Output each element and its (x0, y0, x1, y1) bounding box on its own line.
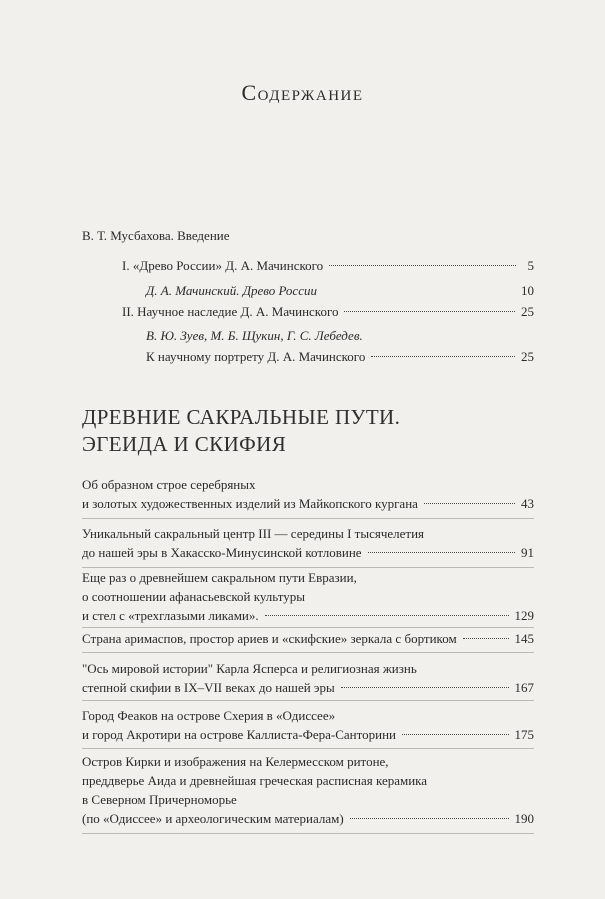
toc-entry[interactable] (146, 326, 534, 366)
toc-entry-page: 5 (527, 258, 534, 273)
toc-entry-page: 43 (521, 496, 534, 511)
dot-leader (368, 552, 515, 553)
toc-entry-title-line: Уникальный сакральный центр III — середины I тысячелетия (82, 526, 425, 541)
toc-entry-page: 129 (514, 608, 534, 623)
dot-leader (371, 356, 515, 357)
toc-entry-page: 190 (514, 811, 534, 826)
toc-entry[interactable] (82, 659, 534, 697)
toc-entry-authors: В. Ю. Зуев, М. Б. Щукин, Г. С. Лебедев. (146, 328, 363, 343)
toc-entry-title-line: Об образном строе серебряных (82, 477, 256, 492)
toc-entry[interactable] (146, 281, 534, 300)
dot-leader (463, 638, 509, 639)
dot-leader (350, 818, 509, 819)
toc-entry-title: К научному портрету Д. А. Мачинского (146, 349, 366, 364)
toc-entry[interactable] (122, 302, 534, 321)
toc-entry[interactable] (122, 256, 534, 275)
toc-entry-title: Д. А. Мачинский. Древо России (146, 283, 317, 298)
toc-entry[interactable] (82, 475, 534, 513)
toc-entry-title-line: преддверье Аида и древнейшая греческая расписная керамика (82, 773, 428, 788)
toc-entry-page: 10 (521, 283, 534, 298)
toc-entry-title-line: и город Акротири на острове Каллиста-Фера-Санторини (82, 727, 397, 742)
toc-entry-page: 25 (521, 304, 534, 319)
divider (82, 518, 534, 519)
toc-entry-title-line: и стел с «трехглазыми ликами». (82, 608, 259, 623)
divider (82, 627, 534, 628)
toc-entry-title-line: степной скифии в IX–VII веках до нашей эры (82, 680, 335, 695)
dot-leader (341, 687, 509, 688)
toc-entry-title-line: в Северном Причерноморье (82, 792, 237, 807)
divider (82, 833, 534, 834)
toc-entry-title-line: "Ось мировой истории" Карла Ясперса и религиозная жизнь (82, 661, 417, 676)
section-title-line: ЭГЕИДА И СКИФИЯ (82, 432, 287, 456)
toc-entry-title-line: (по «Одиссее» и археологическим материалам) (82, 811, 344, 826)
toc-entry[interactable] (82, 752, 534, 828)
toc-entry[interactable] (82, 568, 534, 625)
toc-entry-title-line: о соотношении афанасьевской культуры (82, 589, 305, 604)
toc-entry-page: 91 (521, 545, 534, 560)
dot-leader (265, 615, 509, 616)
toc-entry-title-line: Страна аримаспов, простор ариев и «скифские» зеркала с бортиком (82, 631, 457, 646)
page-title: Содержание (241, 80, 364, 105)
dot-leader (424, 503, 515, 504)
divider (82, 748, 534, 749)
toc-entry-title: II. Научное наследие Д. А. Мачинского (122, 304, 339, 319)
divider (82, 700, 534, 701)
toc-entry-title-line: Еще раз о древнейшем сакральном пути Евразии, (82, 570, 357, 585)
toc-entry[interactable] (82, 629, 534, 648)
toc-entry-title-line: Остров Кирки и изображения на Келермесском ритоне, (82, 754, 389, 769)
toc-entry-title-line: и золотых художественных изделий из Майкопского кургана (82, 496, 418, 511)
dot-leader (344, 311, 515, 312)
toc-entry[interactable] (82, 524, 534, 562)
toc-entry-page: 25 (521, 349, 534, 364)
toc-entry-title: I. «Древо России» Д. А. Мачинского (122, 258, 324, 273)
dot-leader (402, 734, 508, 735)
section-title (82, 404, 400, 458)
toc-entry-page: 175 (514, 727, 534, 742)
toc-entry-title-line: до нашей эры в Хакасско-Минусинской котловине (82, 545, 362, 560)
intro-author-title: В. Т. Мусбахова. Введение (82, 228, 230, 243)
toc-entry[interactable] (82, 706, 534, 744)
toc-entry-page: 167 (514, 680, 534, 695)
toc-entry-page: 145 (514, 631, 534, 646)
section-title-line: ДРЕВНИЕ САКРАЛЬНЫЕ ПУТИ. (82, 405, 401, 429)
toc-entry-title-line: Город Феаков на острове Схерия в «Одиссее» (82, 708, 336, 723)
divider (82, 652, 534, 653)
dot-leader (329, 265, 516, 266)
